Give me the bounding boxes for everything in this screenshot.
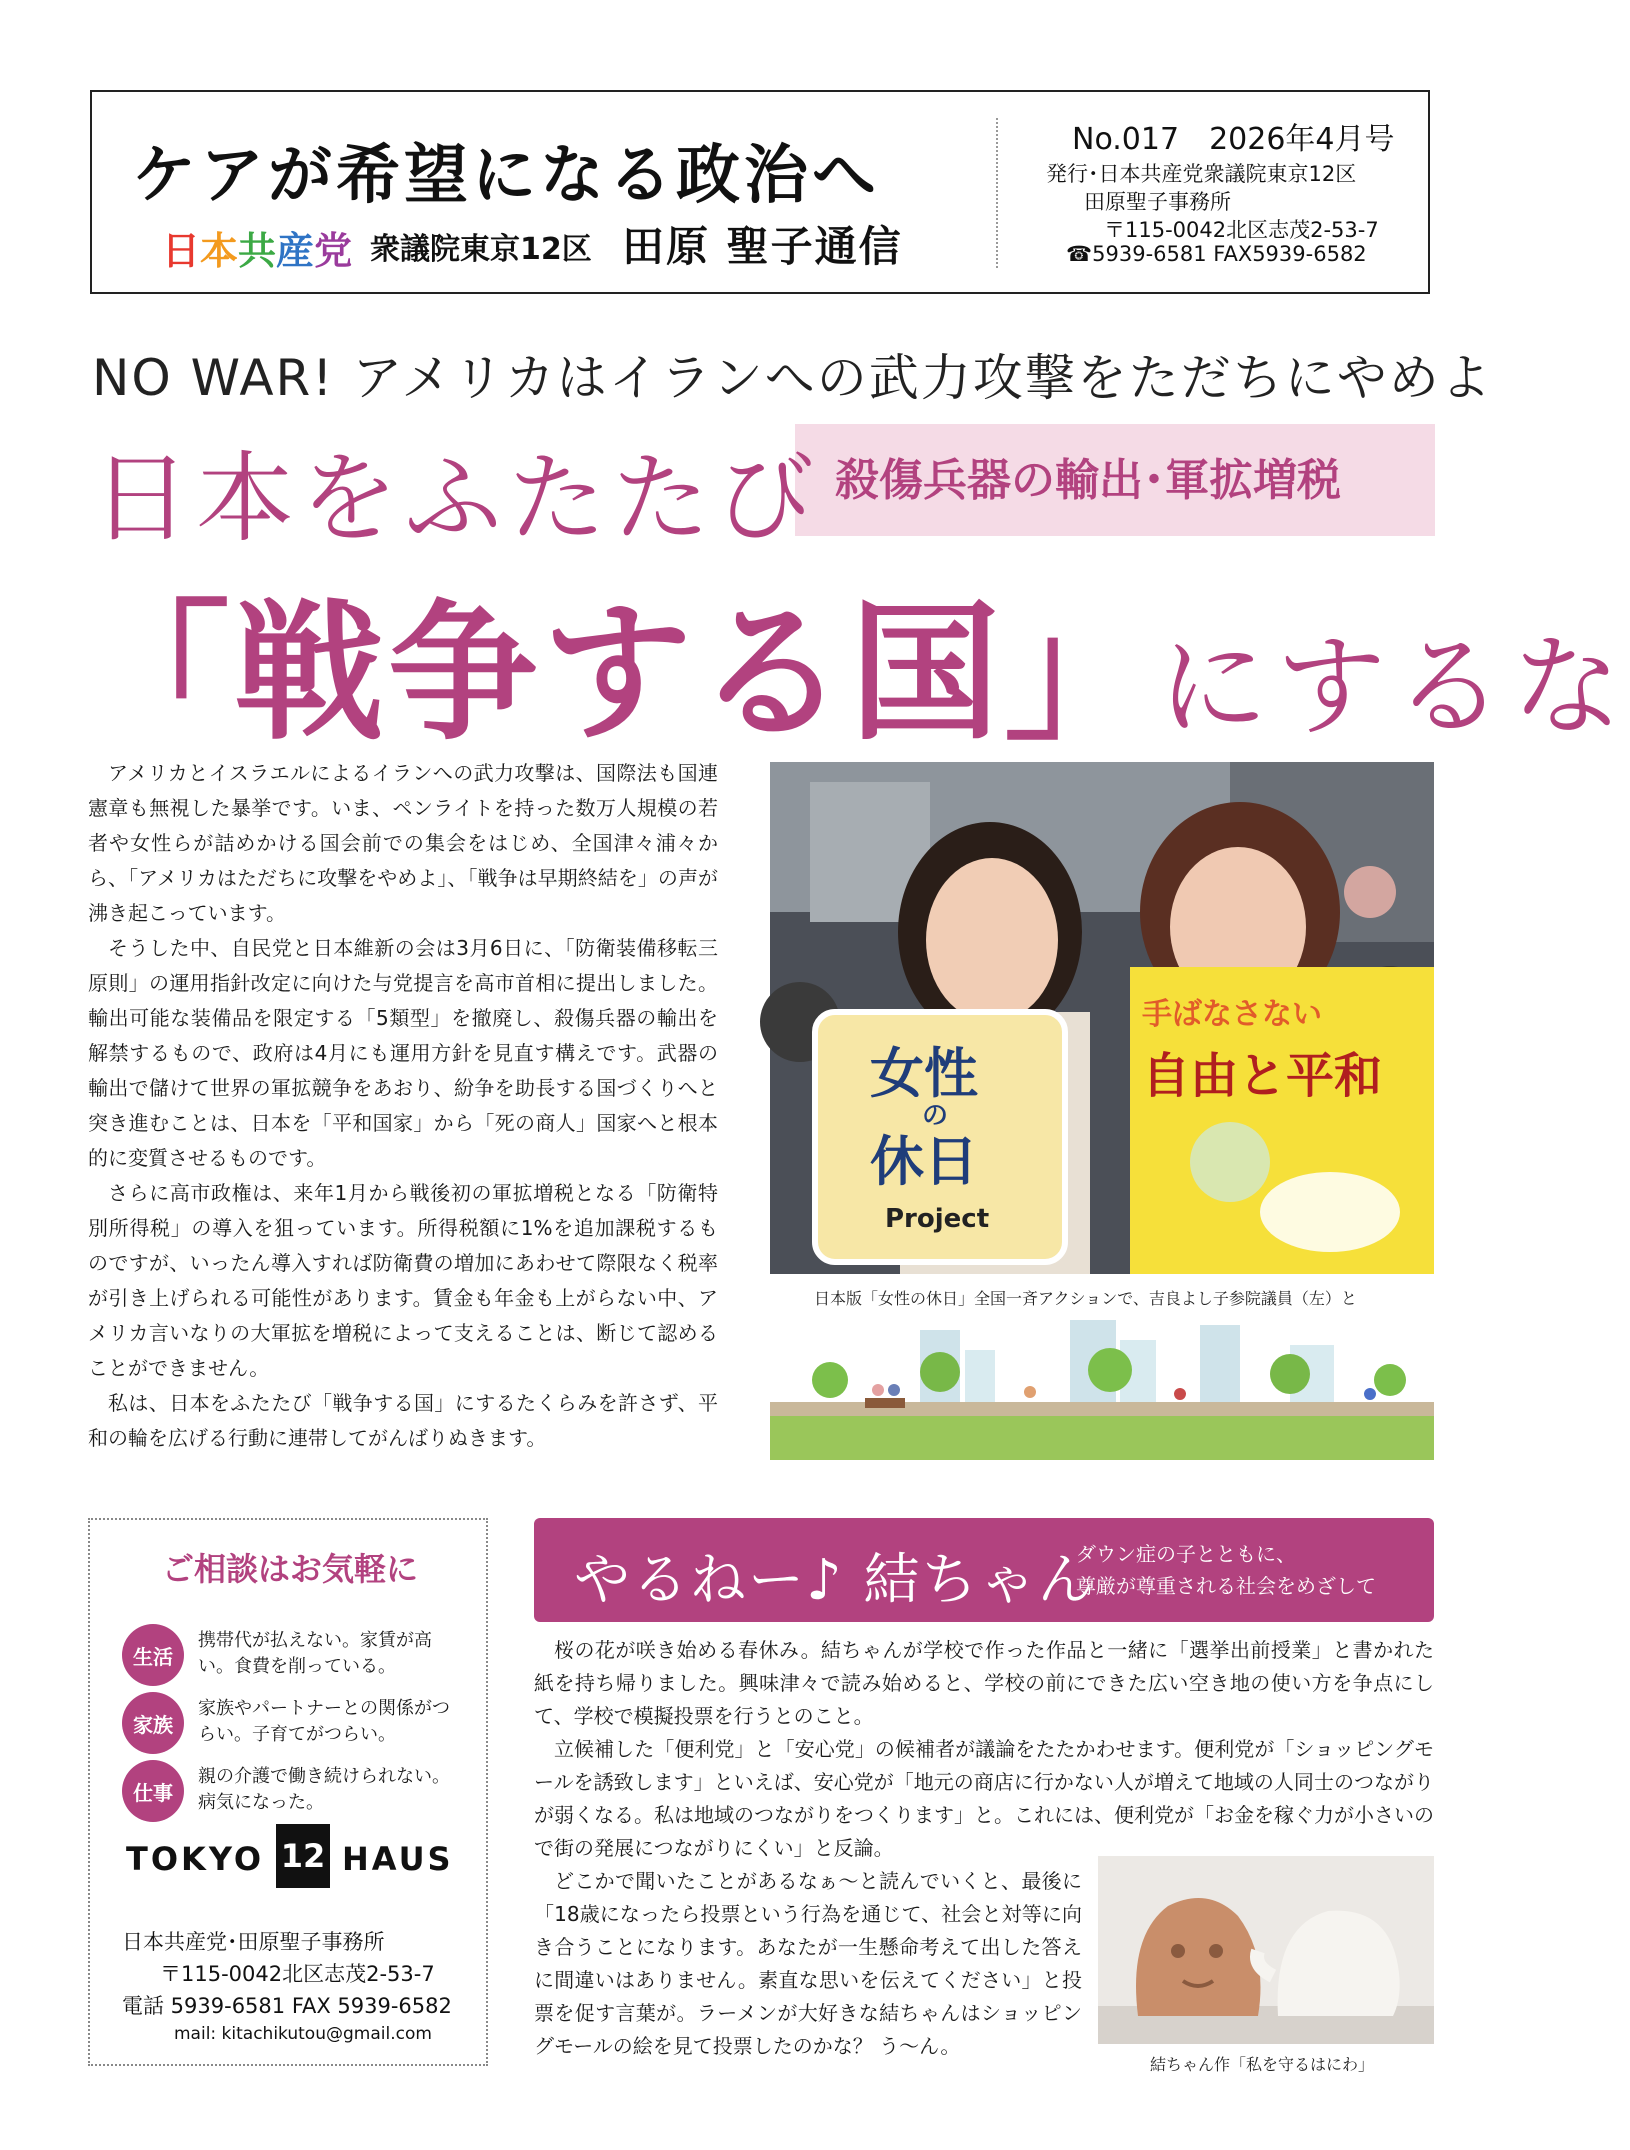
masthead <box>90 90 1430 294</box>
column-subtitle: ダウン症の子とともに、 <box>1076 1542 1296 1566</box>
main-headline-line1: 日本をふたたび <box>92 442 821 556</box>
category-badge: 仕事 <box>122 1760 184 1822</box>
category-badge: 生活 <box>122 1624 184 1686</box>
park-illustration <box>770 1310 1434 1460</box>
sign-text: 自由と平和 <box>1142 1048 1383 1104</box>
column-paragraph: 立候補した「便利党」と「安心党」の候補者が議論をたたかわせます。便利党が「ショッピングモールを誘致します」といえば、安心党が「地元の商店に行かない人が増えて地域の人同士のつながりが弱くなる。私は地域のつながりをつくります」と。これには、便利党が「お金を稼ぐ力が小さいので街の発展につながりにくい」と反論。 <box>534 1737 1434 1860</box>
column-subtitle: 尊厳が尊重される社会をめざして <box>1076 1574 1376 1598</box>
kicker-headline: NO WAR! アメリカはイランへの武力攻撃をただちにやめよ <box>92 349 1493 407</box>
main-article <box>88 756 718 1456</box>
headline-tail: にするな <box>1158 623 1630 751</box>
logo-right: HAUS <box>342 1840 454 1878</box>
category-badge: 家族 <box>122 1692 184 1754</box>
tokyo12haus-logo <box>90 1820 490 1900</box>
sign-text: Project <box>885 1204 990 1234</box>
event-photo <box>770 762 1434 1274</box>
column-banner <box>534 1518 1434 1622</box>
column-paragraph: どこかで聞いたことがあるなぁ～と読んでいくと、最後に「18歳になったら投票という行為を通じて、社会と対等に向き合うことになります。あなたが一生懸命考えて出した答えに間違いはありません。素直な思いを伝えてください」と投票を促す言葉が。ラーメンが大好きな結ちゃんはショッピングモールの絵を見て投票したのかな？ う～ん。 <box>534 1869 1082 2058</box>
article-paragraph: アメリカとイスラエルによるイランへの武力攻撃は、国際法も国連憲章も無視した暴挙です。いま、ペンライトを持った数万人規模の若者や女性らが詰めかける国会前での集会をはじめ、全国津々浦々から、「アメリカはただちに攻撃をやめよ」、「戦争は早期終結を」の声が沸き起こっています。 <box>88 761 718 925</box>
issue-number: No.017 2026年4月号 <box>1072 122 1395 157</box>
office-name: 日本共産党･田原聖子事務所 <box>122 1930 385 1954</box>
logo-left: TOKYO <box>126 1840 265 1878</box>
sign-text: の <box>922 1101 949 1131</box>
office-address: 〒115-0042北区志茂2-53-7 <box>160 1962 435 1986</box>
headline-emphasis: 「戦争する国」 <box>80 587 1159 761</box>
office-phone: 電話 5939-6581 FAX 5939-6582 <box>122 1994 452 2018</box>
haniwa-photo <box>1098 1856 1434 2044</box>
consultation-box <box>88 1518 488 2066</box>
consultation-title: ご相談はお気軽に <box>161 1550 418 1588</box>
photo-illustration <box>770 762 1434 1274</box>
haniwa-caption: 結ちゃん作「私を守るはにわ」 <box>1150 2055 1375 2074</box>
publisher-line: 発行･日本共産党衆議院東京12区 <box>1046 162 1357 186</box>
publisher-line: 田原聖子事務所 <box>1084 190 1231 214</box>
article-paragraph: さらに高市政権は、来年1月から戦後初の軍拡増税となる「防衛特別所得税」の導入を狙っています。所得税額に1%を追加課税するものですが、いったん導入すれば防衛費の増加にあわせて際限なく税率が引き上げられる可能性があります。賃金も年金も上がらない中、アメリカ言いなりの大軍拡を増税によって支えることは、断じて認めることができません。 <box>88 1181 718 1380</box>
sign-text: 女性 <box>870 1042 978 1105</box>
column-title: やるねー♪ 結ちゃん <box>574 1548 1096 1613</box>
publisher-address: 〒115-0042北区志茂2-53-7 <box>1104 218 1379 242</box>
logo-number: 12 <box>276 1824 330 1888</box>
subhead-text: 殺傷兵器の輸出･軍拡増税 <box>835 455 1341 506</box>
newsletter-title: ケアが希望になる政治へ <box>132 139 880 213</box>
category-text: 家族やパートナーとの関係がつらい。子育てがつらい。 <box>198 1698 450 1745</box>
category-text: 親の介護で働き続けられない。病気になった。 <box>198 1766 450 1813</box>
category-text: 携帯代が払えない。家賃が高い。食費を削っている。 <box>198 1630 432 1677</box>
article-paragraph: 私は、日本をふたたび「戦争する国」にするたくらみを許さず、平和の輪を広げる行動に連帯してがんばりぬきます。 <box>88 1391 718 1450</box>
main-headline-line2 <box>80 552 1630 768</box>
publisher-phone: ☎5939-6581 FAX5939-6582 <box>1066 242 1367 266</box>
district-label: 衆議院東京12区 <box>370 232 592 267</box>
newsletter-name: 田原 聖子通信 <box>622 222 903 271</box>
sign-text: 手ばなさない <box>1142 997 1322 1032</box>
sign-text: 休日 <box>870 1130 978 1193</box>
column-paragraph: 桜の花が咲き始める春休み。結ちゃんが学校で作った作品と一緒に「選挙出前授業」と書かれた紙を持ち帰りました。興味津々で読み始めると、学校の前にできた広い空き地の使い方を争点にして、学校で模擬投票を行うとのこと。 <box>534 1638 1434 1728</box>
office-email: mail: kitachikutou@gmail.com <box>174 2024 432 2044</box>
party-logo: 日本共産党 <box>162 229 353 273</box>
header-divider <box>996 118 998 268</box>
article-paragraph: そうした中、自民党と日本維新の会は3月6日に、「防衛装備移転三原則」の運用指針改定に向けた与党提言を高市首相に提出しました。輸出可能な装備品を限定する「5類型」を撤廃し、殺傷兵器の輸出を解禁するもので、政府は4月にも運用方針を見直す構えです。武器の輸出で儲けて世界の軍拡競争をあおり、紛争を助長する国づくりへと突き進むことは、日本を「平和国家」から「死の商人」国家へと根本的に変質させるものです。 <box>88 936 718 1170</box>
photo-caption: 日本版「女性の休日」全国一斉アクションで、吉良よし子参院議員（左）と <box>814 1289 1357 1308</box>
